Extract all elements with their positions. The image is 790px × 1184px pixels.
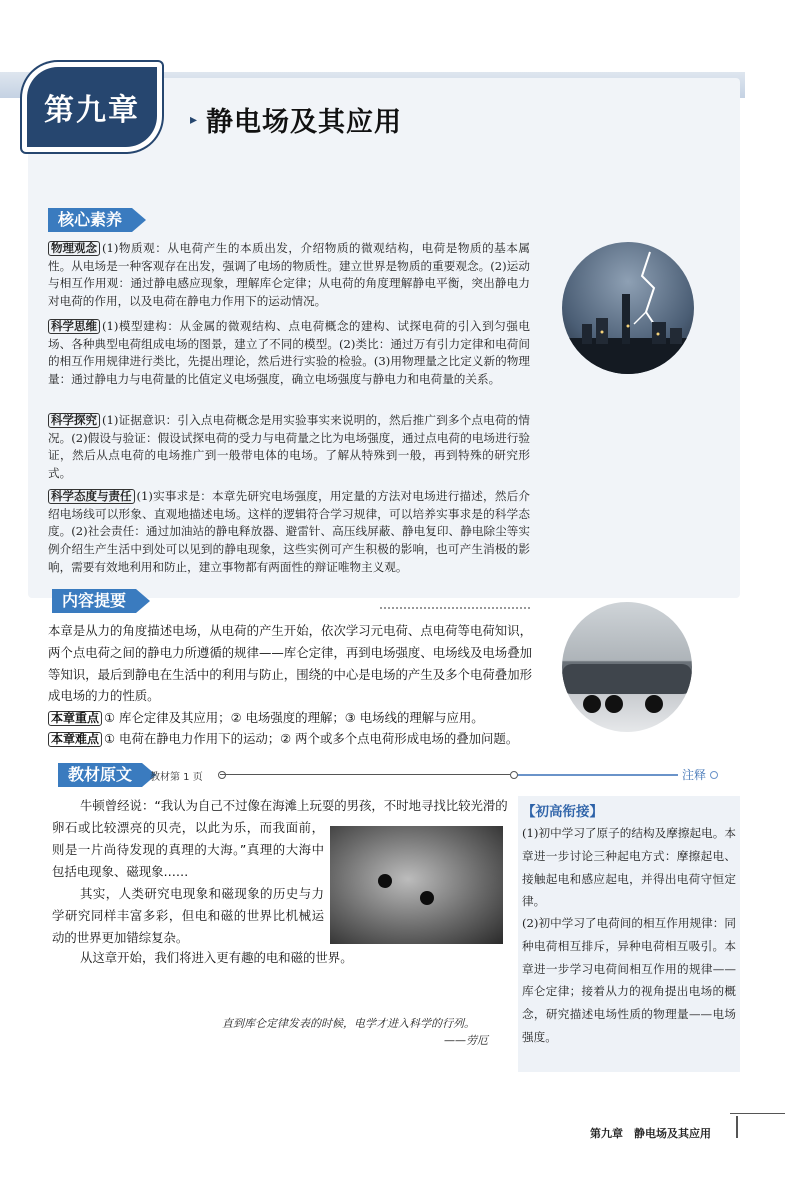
chapter-title: 静电场及其应用 — [206, 107, 402, 138]
quote-author: ——劳厄 — [444, 1034, 488, 1047]
tag-scientific-thinking: 科学思维 — [48, 319, 100, 334]
chevron-right-icon: ▸ — [190, 112, 198, 128]
bead — [378, 874, 392, 888]
note-item-1: (1)初中学习了原子的结构及摩擦起电。本章进一步讨论三种起电方式：摩擦起电、接触起电和感应起电，并得出电荷守恒定律。 — [522, 826, 736, 909]
paragraph-scientific-inquiry — [48, 412, 530, 483]
text-attitude-responsibility: (1)实事求是：本章先研究电场强度，用定量的方法对电场进行描述，然后介绍电场线可以形象、直观地描述电场。这样的逻辑符合学习规律，可以培养实事求是的科学态度。(2)社会责任：通过加油站的静电释放器、避雷针、高压线屏蔽、静电复印、静电除尘等实例介绍生产生活中到处可以见到的静电现象，这些实例可产生积极的影响，也可产生消极的影响，需要有效地利用和防止，建立事物都有两面性的辩证唯物主义观。 — [48, 489, 530, 574]
notes-header: 注释 — [682, 768, 707, 782]
footer-rule — [730, 1113, 785, 1114]
paragraph-attitude-responsibility — [48, 488, 530, 577]
textbook-page-ref: 教材第 1 页 — [150, 772, 203, 783]
footer-running-title: 第九章 静电场及其应用 — [590, 1127, 711, 1140]
key-points-text: ① 库仑定律及其应用；② 电场强度的理解；③ 电场线的理解与应用。 — [104, 710, 484, 725]
source-divider — [220, 774, 510, 775]
text-physics-concept: (1)物质观：从电荷产生的本质出发，介绍物质的微观结构，电荷是物质的基本属性。从电场是一种客观存在出发，强调了电场的物质性。建立世界是物质的重要观念。(2)运动与相互作用观：通过静电感应现象，理解库仑定律；从电荷的角度理解静电平衡，突出静电力对电荷的作用，以及电荷在静电力作用下的运动情况。 — [48, 241, 530, 309]
tag-physics-concept: 物理观念 — [48, 241, 100, 256]
divider-dot — [510, 771, 518, 779]
quote-text: 直到库仑定律发表的时候，电学才进入科学的行列。 — [222, 1017, 475, 1030]
core-literacy-label: 核心素养 — [48, 208, 132, 232]
dotted-divider — [380, 607, 530, 612]
key-points-line — [48, 708, 484, 728]
textbook-original-label: 教材原文 — [58, 763, 142, 787]
content-summary-label: 内容提要 — [52, 589, 136, 613]
tanker-icon — [562, 602, 692, 732]
paragraph-scientific-thinking — [48, 318, 530, 389]
chapter-badge: 第九章 — [22, 62, 162, 152]
tanker-truck-photo — [562, 602, 692, 732]
notes-dot — [710, 771, 718, 779]
source-para2: 其实，人类研究电现象和磁现象的历史与力学研究同样丰富多彩，但电和磁的世界比机械运动的世界更加错综复杂。 — [52, 886, 324, 945]
bead — [420, 891, 434, 905]
notes-divider — [518, 774, 678, 776]
tag-scientific-inquiry: 科学探究 — [48, 413, 100, 428]
tag-key-points: 本章重点 — [48, 711, 102, 726]
difficult-points-line — [48, 729, 518, 749]
footer-bar — [736, 1116, 738, 1138]
tag-attitude-responsibility: 科学态度与责任 — [48, 489, 135, 504]
electrostatic-bead-photo — [330, 826, 503, 944]
notes-title: 【初高衔接】 — [522, 804, 603, 820]
tag-difficult-points: 本章难点 — [48, 732, 102, 747]
text-scientific-thinking: (1)模型建构：从金属的微观结构、点电荷概念的建构、试探电荷的引入到匀强电场、各种典型电荷组成电场的图景，建立了不同的模型。(2)类比：通过万有引力定律和电荷间的相互作用规律进行类比，先提出理论，然后进行实验的检验。(3)用物理量之比定义新的物理量：通过静电力与电荷量的比值定义电场强度，确立电场强度与静电力和电荷量的关系。 — [48, 319, 530, 387]
lightning-city-photo — [562, 242, 694, 374]
paragraph-physics-concept — [48, 240, 530, 311]
divider-dot — [218, 771, 226, 779]
difficult-points-text: ① 电荷在静电力作用下的运动；② 两个或多个点电荷形成电场的叠加问题。 — [104, 731, 519, 746]
note-item-2: (2)初中学习了电荷间的相互作用规律：同种电荷相互排斥，异种电荷相互吸引。本章进一步学习电荷间相互作用的规律——库仑定律；接着从力的视角提出电场的概念，研究描述电场性质的物理量——电场强度。 — [522, 916, 736, 1044]
source-para1-rest: 卵石或比较漂亮的贝壳，以此为乐，而我面前，则是一片尚待发现的真理的大海。”真理的大海中包括电现象、磁现象…… — [52, 820, 324, 879]
source-para1-line1: 牛顿曾经说：“我认为自己不过像在海滩上玩耍的男孩，不时地寻找比较光滑的 — [80, 798, 508, 813]
text-scientific-inquiry: (1)证据意识：引入点电荷概念是用实验事实来说明的，然后推广到多个点电荷的情况。(2)假设与验证：假设试探电荷的受力与电荷量之比为电场强度，通过点电荷的电场进行验证，然后从点电荷的电场推广到一般带电体的电场。了解从特殊到一般，再到特殊的研究形式。 — [48, 413, 530, 481]
lightning-icon — [562, 242, 694, 374]
source-para3: 从这章开始，我们将进入更有趣的电和磁的世界。 — [80, 950, 353, 965]
summary-text: 本章是从力的角度描述电场，从电荷的产生开始，依次学习元电荷、点电荷等电荷知识，两个点电荷之间的静电力所遵循的规律——库仑定律，再到电场强度、电场线及电场叠加等知识，最后到静电在生活中的利用与防止，围绕的中心是电场的产生及多个电荷叠加形成电场的力的性质。 — [48, 623, 532, 704]
